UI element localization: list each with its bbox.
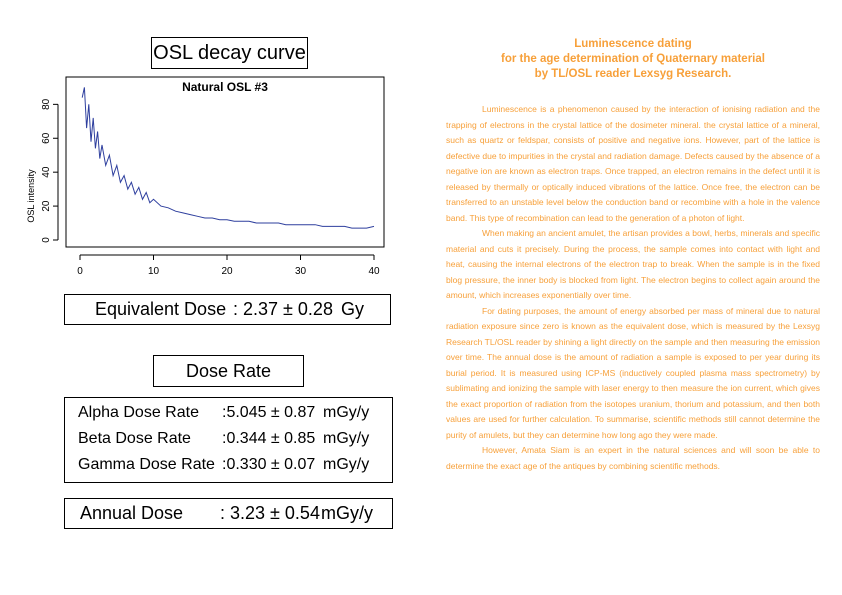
equivalent-dose-unit: Gy [341,299,365,319]
y-tick-label: 0 [41,237,52,243]
dose-rate-value: :5.045 ± 0.87 [222,404,316,421]
annual-dose-value: : 3.23 ± 0.54 [220,503,320,523]
osl-decay-title: OSL decay curve [151,37,308,69]
dose-rate-unit: mGy/y [323,456,370,473]
dose-rate-label: Gamma Dose Rate [78,456,215,473]
x-tick-label: 10 [147,266,160,277]
y-axis [41,98,58,242]
equivalent-dose-box [64,294,391,325]
article-title-line: by TL/OSL reader Lexsyg Research. [534,68,732,80]
x-tick-label: 30 [294,266,307,277]
dose-rate-box [64,397,393,483]
article-paragraph: For dating purposes, the amount of energy absorbed per mass of mineral due to natural radiation exposure since zero is known as the equivalent dose, which is measured by the Lexsyg Research TL/OSL reader by shining a light directly on the sample and then measuring the emission over time. The annual dose is the amount of radiation a sample is exposed to per year during its burial period. It is measured using ICP-MS (inductively coupled plasma mass spectrometry) by sublimating and ionizing the sample with laser energy to then measure the ion current, which gives the exact proportion of radiation from the isotopes uranium, thorium and potassium, and then both values are used for further calculation. To summarise, scientific methods still cannot determine the purity of amulets, but they can determine how long ago they were made. [446,305,820,440]
chart-title: Natural OSL #3 [182,80,268,94]
article-title-line: Luminescence dating [574,38,692,50]
plot-frame [66,77,384,247]
article-title-line: for the age determination of Quaternary material [501,53,765,65]
x-tick-label: 20 [221,266,233,277]
article-paragraph: However, Amata Siam is an expert in the natural sciences and will soon be able to determine the exact age of the antiques by combining scientific methods. [446,445,820,471]
x-tick-label: 0 [77,266,83,277]
article-title [446,37,820,82]
y-tick-label: 60 [41,132,52,144]
osl-series-line [82,87,374,228]
dose-rate-title: Dose Rate [153,355,304,387]
y-tick-label: 40 [41,166,52,178]
x-axis [77,255,380,277]
annual-dose-unit: mGy/y [321,503,373,523]
y-tick-label: 20 [41,200,52,212]
y-axis-label: OSL intensity [26,169,36,223]
dose-rate-label: Beta Dose Rate [78,430,191,447]
dose-rate-value: :0.330 ± 0.07 [222,456,316,473]
dose-rate-label: Alpha Dose Rate [78,404,199,421]
annual-dose-label: Annual Dose [80,503,184,523]
equivalent-dose-label: Equivalent Dose [95,299,227,319]
equivalent-dose-value: : 2.37 ± 0.28 [233,299,333,319]
article [446,37,820,474]
y-tick-label: 80 [41,98,52,110]
article-paragraph: Luminescence is a phenomenon caused by the interaction of ionising radiation and the trapping of electrons in the crystal lattice of the dosimeter mineral. the crystal lattice of a mineral, such as quartz or feldspar, consists of positive and negative ions. However, part of the lattice is defective due to impurities in the crystal and radiation damage. Defects caused by the absence of a negative ion are known as electron traps. Once trapped, an electron remains in the defect until it is released by thermally or optically induced vibrations of the lattice. Once free, the electron can be transferred to an unstable level below the conduction band or recombine with a hole in the valence band. This type of recombination can lead to the generation of a photon of light. [446,104,820,223]
annual-dose-box [64,498,393,529]
dose-rate-value: :0.344 ± 0.85 [222,430,316,447]
x-tick-label: 40 [368,266,380,277]
dose-rate-unit: mGy/y [323,430,370,447]
dose-rate-unit: mGy/y [323,404,370,421]
article-paragraph: When making an ancient amulet, the artisan provides a bowl, herbs, minerals and specific material and cuts it precisely. During the process, the sample comes into contact with light and heat, causing the internal electrons of the electron trap to break. When the sample is in the fixed blog pressure, the inner body is blocked from light. The electron begins to collect again around the amount, which increases exponentially over time. [446,228,820,300]
osl-decay-chart [18,74,390,296]
